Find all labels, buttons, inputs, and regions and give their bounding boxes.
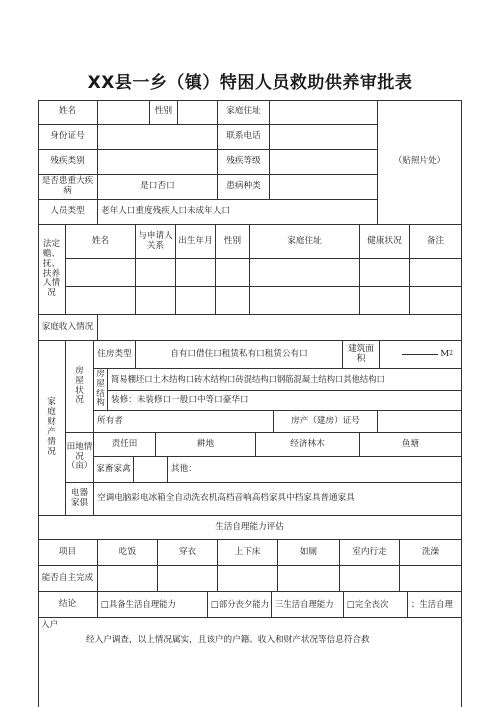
area-unit: M — [440, 348, 450, 359]
name-label: 姓名 — [38, 100, 98, 125]
name-field[interactable] — [98, 100, 150, 125]
disability-level-label: 残疾等级 — [218, 150, 270, 175]
id-number-field[interactable] — [98, 125, 218, 150]
self-care-item-eat: 吃饭 — [98, 540, 158, 566]
disability-level-field[interactable] — [270, 150, 378, 175]
support-row2-gender[interactable] — [216, 287, 250, 315]
support-row2-name[interactable] — [66, 287, 136, 315]
illness-type-label: 患病种类 — [218, 175, 270, 200]
support-col-name: 姓名 — [66, 225, 136, 259]
gender-label: 性别 — [150, 100, 178, 125]
land-responsibility: 责任田 — [94, 433, 156, 457]
support-row1-address[interactable] — [250, 259, 360, 287]
support-col-birth: 出生年月 — [176, 225, 216, 259]
support-col-address: 家庭住址 — [250, 225, 360, 259]
category-options[interactable]: 老年人口重度残疾人口未成年人口 — [98, 200, 378, 225]
support-row2-address[interactable] — [250, 287, 360, 315]
deed-field[interactable] — [378, 411, 462, 433]
conclusion-option-5[interactable]: ；生活自理 — [408, 592, 462, 618]
area-unit-sup: 2 — [449, 350, 453, 358]
self-care-item-bath: 洗澡 — [400, 540, 462, 566]
support-col-health: 健康状况 — [360, 225, 410, 259]
photo-area: （贴照片处） — [378, 100, 462, 225]
deed-label: 房产（建房）证号 — [274, 411, 378, 433]
can-do-dress[interactable] — [158, 566, 218, 592]
page-title: XX县一乡（镇）特困人员救助供养审批表 — [87, 73, 413, 93]
self-care-item-toilet: 如厕 — [278, 540, 340, 566]
household-label: 入户 — [41, 620, 59, 630]
approval-form — [38, 100, 462, 707]
self-care-item-dress: 穿衣 — [158, 540, 218, 566]
livestock-label: 家畜家禽 — [94, 457, 134, 483]
housing-label: 房屋状况 — [66, 341, 94, 433]
address-field[interactable] — [270, 100, 378, 125]
support-row1-relation[interactable] — [136, 259, 176, 287]
can-do-label: 能否自主完成 — [38, 566, 98, 592]
area-label: 建筑面积 — [343, 341, 380, 369]
household-section — [38, 618, 462, 707]
self-care-item-bed: 上下床 — [218, 540, 278, 566]
assets-section-label: 家庭财产情况 — [38, 341, 66, 516]
support-row2-notes[interactable] — [410, 287, 462, 315]
major-illness-label: 是否患重大疾病 — [38, 175, 98, 200]
phone-label: 联系电话 — [218, 125, 270, 150]
major-illness-choice[interactable]: 是口否口 — [98, 175, 218, 200]
support-row1-gender[interactable] — [216, 259, 250, 287]
support-row2-relation[interactable] — [136, 287, 176, 315]
land-forest: 经济林木 — [256, 433, 360, 457]
support-row1-name[interactable] — [66, 259, 136, 287]
conclusion-option-3[interactable]: 三生活自理能力 — [272, 592, 344, 618]
conclusion-option-1[interactable]: □具备生活自理能力 — [98, 592, 208, 618]
category-label: 人员类型 — [38, 200, 98, 225]
structure-options[interactable]: 简易棚坯口土木结构口砖木结构口砖混结构口钢筋混凝土结构口其他结构口 — [108, 369, 462, 391]
income-label: 家庭收入情况 — [38, 315, 98, 341]
self-care-item-label: 项目 — [38, 540, 98, 566]
support-row1-health[interactable] — [360, 259, 410, 287]
land-label: 田地情况（亩） — [66, 433, 94, 483]
support-row1-notes[interactable] — [410, 259, 462, 287]
disability-type-label: 残疾类别 — [38, 150, 98, 175]
appliance-options[interactable]: 空调电脑彩电冰箱全自动洗衣机高档音响高档家具中档家具普通家具 — [94, 483, 462, 516]
support-col-gender: 性别 — [216, 225, 250, 259]
can-do-toilet[interactable] — [278, 566, 340, 592]
owner-label: 所有者 — [94, 411, 274, 433]
gender-field[interactable] — [178, 100, 218, 125]
can-do-eat[interactable] — [98, 566, 158, 592]
decoration-options[interactable]: 装修：未装修口一般口中等口豪华口 — [108, 391, 462, 411]
illness-type-field[interactable] — [270, 175, 378, 200]
disability-type-field[interactable] — [98, 150, 218, 175]
support-row2-birth[interactable] — [176, 287, 216, 315]
can-do-bath[interactable] — [400, 566, 462, 592]
can-do-walk[interactable] — [340, 566, 400, 592]
support-col-relation: 与申请人关系 — [136, 225, 176, 259]
other-assets[interactable]: 其他： — [168, 457, 462, 483]
address-label: 家庭住址 — [218, 100, 270, 125]
household-statement: 经入户调查，以上情况属实，且该户的户籍、收入和财产状况等信息符合救 — [86, 635, 370, 645]
conclusion-label: 结论 — [38, 592, 98, 618]
support-row2-health[interactable] — [360, 287, 410, 315]
housing-type-label: 住房类型 — [94, 341, 136, 369]
self-care-title: 生活自理能力评估 — [38, 516, 462, 540]
livestock-field[interactable] — [134, 457, 168, 483]
conclusion-option-4[interactable]: □完全丧次 — [344, 592, 408, 618]
self-care-item-walk: 室内行走 — [340, 540, 400, 566]
land-farmland: 耕地 — [156, 433, 256, 457]
housing-type-options[interactable]: 自有口借住口租赁私有口租赁公有口 — [136, 341, 343, 369]
area-field[interactable] — [380, 341, 462, 369]
id-number-label: 身份证号 — [38, 125, 98, 150]
land-fishpond: 鱼塘 — [360, 433, 462, 457]
support-col-notes: 备注 — [410, 225, 462, 259]
support-row1-birth[interactable] — [176, 259, 216, 287]
appliance-label: 电器家俱 — [66, 483, 94, 516]
income-field[interactable] — [98, 315, 462, 341]
phone-field[interactable] — [270, 125, 378, 150]
can-do-bed[interactable] — [218, 566, 278, 592]
support-section-label: 法定赡、抚、扶养人情况 — [38, 225, 66, 315]
conclusion-option-2[interactable]: □部分丧夕能力 — [208, 592, 272, 618]
structure-label: 房屋结构 — [94, 369, 108, 411]
